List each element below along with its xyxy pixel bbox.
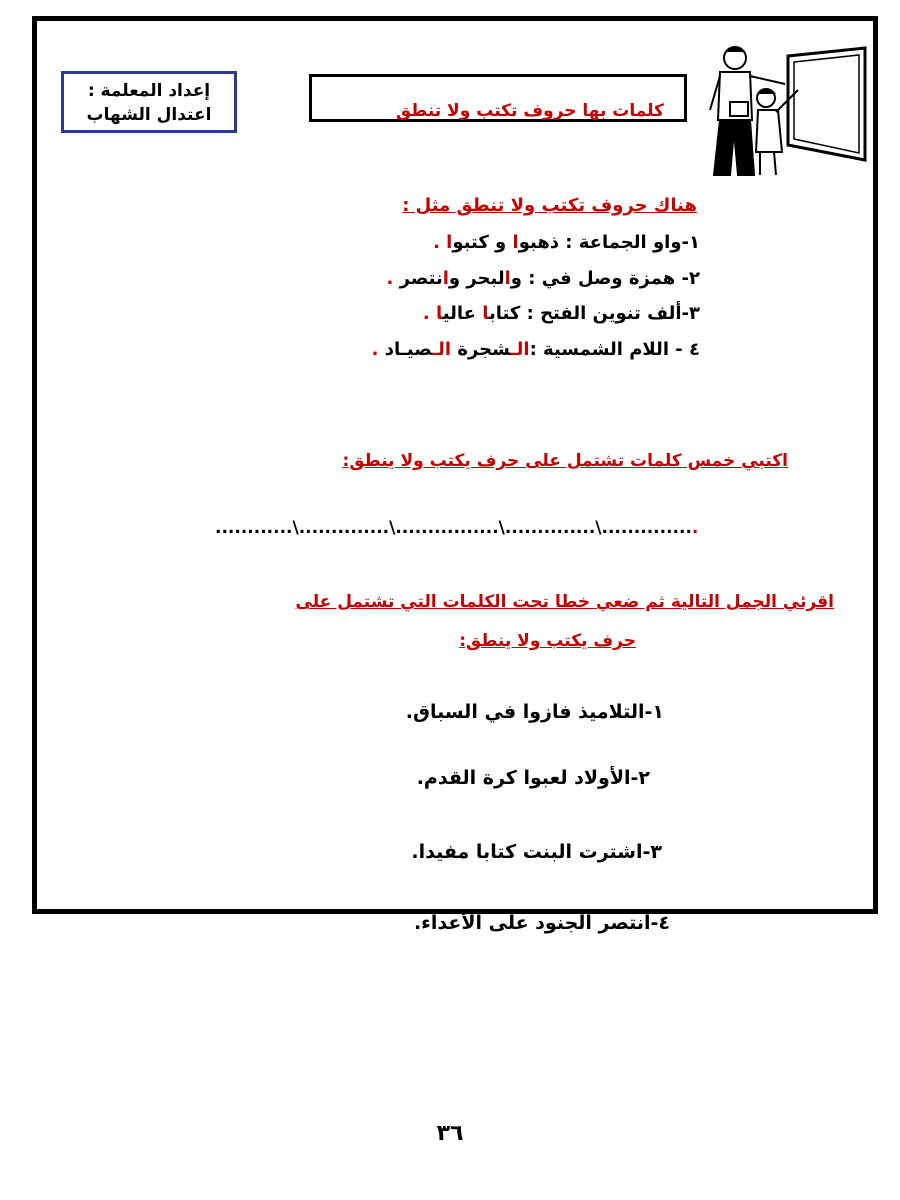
silent-letter: الـ — [432, 339, 452, 360]
example-text: لبحر و — [448, 268, 505, 289]
author-name: اعتدال الشهاب — [86, 105, 212, 125]
sentence-1: ١-التلاميذ فازوا في السباق. — [405, 701, 664, 723]
example-text: . — [371, 339, 385, 360]
example-text: ٤ - اللام الشمسية : — [529, 339, 700, 360]
answer-dots: ............\..............\................\..............\.............. — [215, 518, 692, 538]
task2-heading-line1: اقرئي الجمل التالية ثم ضعي خطا تحت الكلمات التي تشتمل على — [295, 592, 834, 612]
silent-letter: الـ — [510, 339, 530, 360]
sentence-2: ٢-الأولاد لعبوا كرة القدم. — [416, 767, 650, 789]
task1-heading: اكتبي خمس كلمات تشتمل على حرف يكتب ولا ينطق: — [342, 451, 788, 471]
silent-letter: ا — [436, 303, 443, 324]
example-text: عالي — [442, 303, 483, 324]
author-label: إعداد المعلمة : — [87, 81, 211, 101]
example-text: . — [422, 303, 437, 324]
example-item-2 — [387, 268, 700, 289]
example-text: و كتبو — [452, 232, 513, 253]
sentence-3: ٣-اشترت البنت كتابا مفيدا. — [411, 841, 662, 863]
sentence-4: ٤-انتصر الجنود على الأعداء. — [413, 912, 670, 934]
example-text: شجرة — [451, 339, 511, 360]
teacher-student-illustration — [700, 40, 870, 180]
page-title: كلمات بها حروف تكتب ولا تنطق — [395, 101, 664, 121]
example-text: . — [386, 268, 400, 289]
silent-letter: ا — [512, 232, 519, 253]
title-box — [309, 74, 687, 122]
author-box — [61, 71, 237, 133]
example-text: . — [433, 232, 447, 253]
example-text: ١-واو الجماعة : ذهبو — [518, 232, 700, 253]
example-text: نتصر — [399, 268, 443, 289]
page-number: ٣٦ — [436, 1121, 464, 1146]
example-text: ٣-ألف تنوين الفتح : كتاب — [489, 303, 700, 324]
example-text: ٢- همزة وصل في : و — [510, 268, 700, 289]
board-icon — [788, 48, 865, 160]
task2-heading-line2: حرف يكتب ولا ينطق: — [459, 631, 636, 651]
example-text: صيـاد — [384, 339, 432, 360]
example-item-1 — [433, 232, 700, 253]
answer-line[interactable] — [215, 518, 855, 538]
intro-heading: هناك حروف تكتب ولا تنطق مثل : — [402, 195, 697, 216]
example-item-4 — [372, 339, 700, 360]
example-item-3 — [423, 303, 700, 324]
silent-letter: ا — [446, 232, 453, 253]
silent-letter: ا — [504, 268, 511, 289]
silent-letter: ا — [442, 268, 449, 289]
silent-letter: ا — [482, 303, 489, 324]
answer-end-dot: . — [691, 518, 699, 538]
